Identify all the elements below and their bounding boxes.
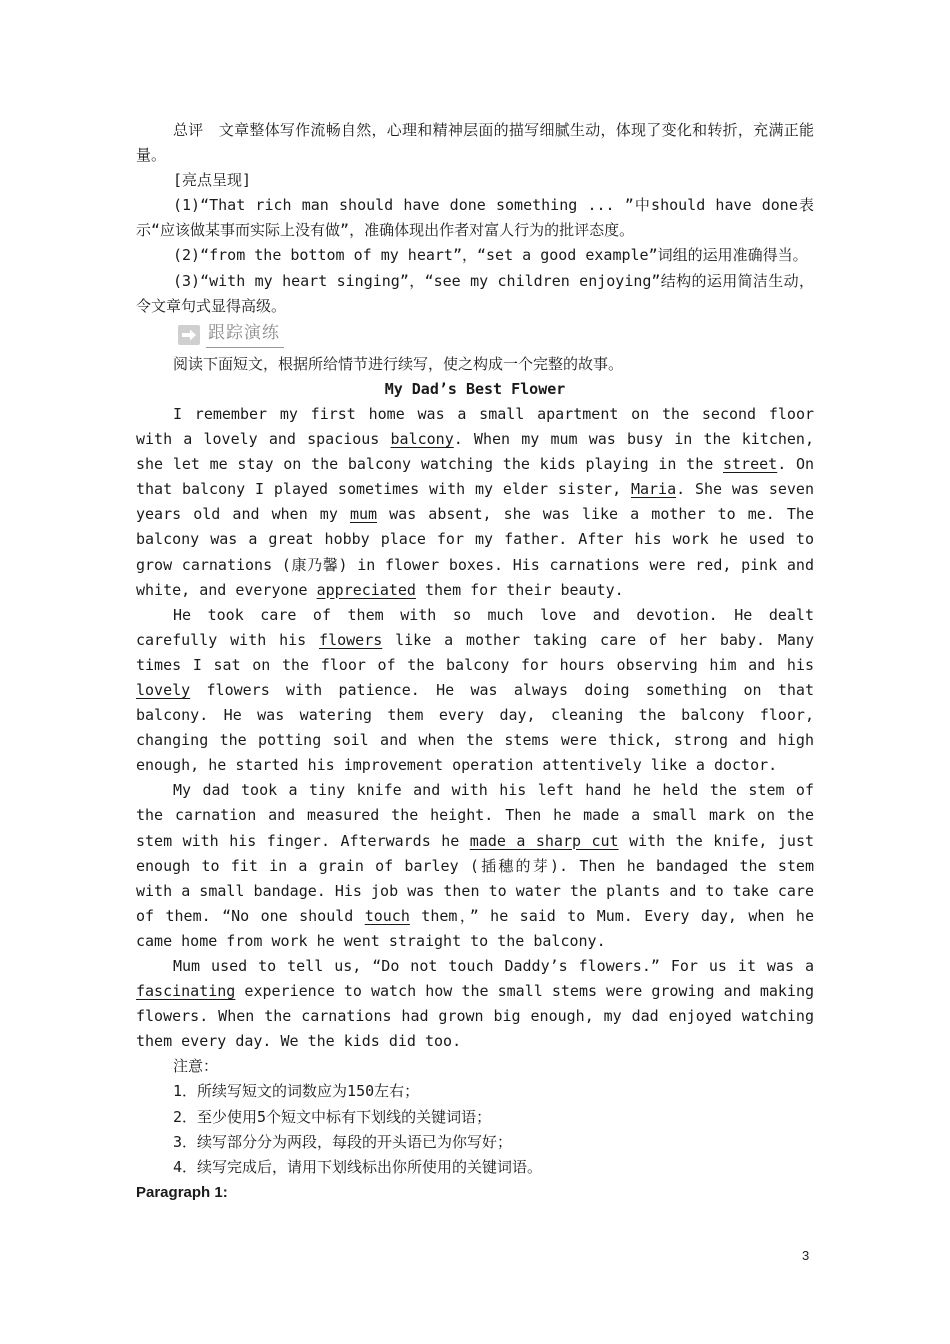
story-text: flowers with patience. He was always doing something on that balcony. He was watering them every day, cleaning the balcony floor, changing the potting soil and when the stems were thick, strong and high enough, he started his improvement operation attentively like a doctor. [136, 680, 814, 775]
story-text: them，” he said to Mum. Every day, when he came home from work he went straight to the balcony. [136, 906, 814, 950]
keyword-flowers: flowers [319, 630, 383, 649]
note-item-2: 2．至少使用5个短文中标有下划线的关键词语； [173, 1107, 492, 1126]
keyword-lovely: lovely [136, 680, 191, 699]
document-page [136, 118, 814, 1205]
story-text: with the knife, just enough to fit in a grain of barley (插穗的芽). Then he bandaged the stem with a small bandage. His job was then to water the plants and to take care of them. “No one should [136, 831, 815, 925]
keyword-made-a-sharp-cut: made a sharp cut [469, 831, 619, 850]
story-text: . When my mum was busy in the kitchen, she let me stay on the balcony watching the kids playing in the [136, 430, 814, 474]
summary-paragraph [136, 118, 814, 168]
story-text: He took care of them with so much love and devotion. He dealt carefully with his [136, 605, 814, 649]
keyword-mum: mum [349, 505, 378, 524]
paragraph-1-label: Paragraph 1: [136, 1183, 228, 1201]
story-paragraph-2 [136, 603, 814, 779]
story-text: Mum used to tell us, “Do not touch Daddy’s flowers.” For us it was a [173, 957, 814, 975]
note-item-1: 1．所续写短文的词数应为150左右； [173, 1082, 420, 1101]
keyword-balcony: balcony [390, 430, 454, 449]
story-paragraph-3 [136, 778, 814, 954]
keyword-street: street [723, 455, 778, 474]
story-text: . On that balcony I played sometimes with my elder sister, [136, 455, 815, 499]
task-instruction: 阅读下面短文，根据所给情节进行续写，使之构成一个完整的故事。 [173, 354, 624, 373]
story-text: experience to watch how the small stems were growing and making flowers. When the carnations had grown big enough, my dad enjoyed watching them every day. We the kids did too. [136, 982, 814, 1051]
story-text: like a mother taking care of her baby. Many times I sat on the floor of the balcony for hours observing him and his [136, 630, 814, 674]
highlight-item-2: (2)“from the bottom of my heart”，“set a good example”词组的运用准确得当。 [173, 246, 808, 265]
highlights-heading: [亮点呈现] [173, 171, 252, 190]
story-title: My Dad’s Best Flower [384, 379, 566, 398]
note-item-3: 3．续写部分分为两段，每段的开头语已为你写好； [173, 1132, 513, 1151]
keyword-touch: touch [364, 906, 410, 925]
page-number: 3 [802, 1248, 810, 1263]
story-paragraph-1 [136, 402, 814, 603]
story-paragraph-4 [136, 954, 814, 1054]
story-text: was absent, she was like a mother to me. The balcony was a great hobby place for my father. After his work he used to grow carnations (康乃馨) in flower boxes. His carnations were red, pink and white, and everyone [136, 505, 814, 599]
arrow-right-icon [178, 325, 200, 345]
keyword-fascinating: fascinating [136, 982, 236, 1001]
notes-heading: 注意： [173, 1057, 219, 1076]
story-text: . She was seven years old and when my [136, 480, 814, 524]
keyword-maria: Maria [630, 480, 677, 499]
note-item-4: 4．续写完成后，请用下划线标出你所使用的关键词语。 [173, 1157, 543, 1176]
section-header [178, 322, 814, 348]
story-text: them for their beauty. [415, 580, 624, 599]
highlight-item-1: (1)“That rich man should have done something ... ”中should have done表示“应该做某事而实际上没有做”，准确体现出作者对富人行为的批评态度。 [136, 196, 814, 240]
section-title: 跟踪演练 [206, 321, 284, 348]
story-text: I remember my first home was a small apartment on the second floor with a lovely and spacious [136, 404, 814, 449]
summary-text: 文章整体写作流畅自然，心理和精神层面的描写细腻生动，体现了变化和转折，充满正能量。 [136, 121, 814, 165]
story-text: My dad took a tiny knife and with his left hand he held the stem of the carnation and measured the height. Then he made a small mark on the stem with his finger. Afterwards he [136, 781, 814, 850]
keyword-appreciated: appreciated [316, 580, 416, 599]
highlight-item-3: (3)“with my heart singing”，“see my children enjoying”结构的运用简洁生动，令文章句式显得高级。 [136, 271, 814, 315]
summary-label: 总评 [173, 121, 204, 139]
